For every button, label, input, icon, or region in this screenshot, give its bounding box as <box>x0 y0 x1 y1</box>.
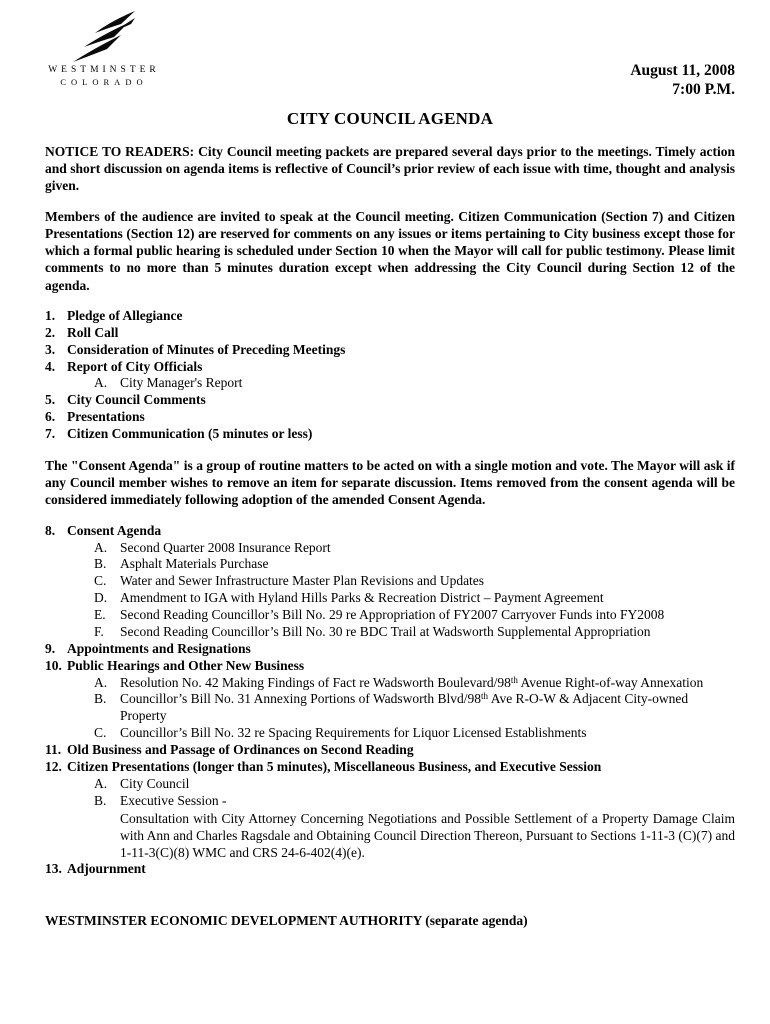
item-number: 7. <box>45 426 56 442</box>
item-number: 4. <box>45 358 56 374</box>
weda-footer: WESTMINSTER ECONOMIC DEVELOPMENT AUTHORITY (separate agenda) <box>45 913 528 929</box>
ordinal-superscript: th <box>481 691 489 702</box>
item-label: Citizen Presentations (longer than 5 minutes), Miscellaneous Business, and Executive Session <box>67 758 602 774</box>
agenda-item-2 <box>45 325 735 342</box>
agenda-item-6 <box>45 409 735 426</box>
executive-session-detail: Consultation with City Attorney Concerning Negotiations and Possible Settlement of a Property Damage Claim with Ann and Charles Ragsdale and Obtaining Council Direction Thereon, Pursuant to Sections 1-11-3 (C)(7) and 1-11-3(C)(8) WMC and CRS 24-6-402(4)(e). <box>120 810 735 860</box>
agenda-item-3 <box>45 342 735 359</box>
logo-text-westminster: WESTMINSTER <box>48 65 160 75</box>
subitem-letter: F. <box>94 623 104 639</box>
subitem-text: Second Reading Councillor’s Bill No. 29 re Appropriation of FY2007 Carryover Funds into FY2008 <box>120 607 665 623</box>
agenda-item-12 <box>45 759 735 776</box>
item-number: 12. <box>45 758 62 774</box>
item-label: Pledge of Allegiance <box>67 307 183 323</box>
agenda-subitem-8e <box>45 607 735 624</box>
subitem-letter: B. <box>94 556 107 572</box>
item-label: Consideration of Minutes of Preceding Meetings <box>67 341 346 357</box>
agenda-subitem-4a <box>45 375 735 392</box>
subitem-letter: A. <box>94 375 108 391</box>
subitem-text <box>120 675 735 692</box>
logo-text-colorado: COLORADO <box>60 77 148 87</box>
item-label: Roll Call <box>67 324 119 340</box>
agenda-subitem-12a <box>45 776 735 793</box>
meeting-date: August 11, 2008 <box>630 62 735 79</box>
subitem-letter: C. <box>94 725 107 741</box>
subitem-letter: E. <box>94 607 106 623</box>
subitem-text: Asphalt Materials Purchase <box>120 556 269 572</box>
meeting-time: 7:00 P.M. <box>672 80 735 98</box>
subitem-text: City Council <box>120 775 190 791</box>
notice-to-readers-paragraph: NOTICE TO READERS: City Council meeting packets are prepared several days prior to the meetings. Timely action and short discussion on agenda items is reflective of Council’s prior review of each issue with time, thought and analysis given. <box>45 143 735 194</box>
subitem-text-pre: Councillor’s Bill No. 31 Annexing Portions of Wadsworth Blvd/98 <box>120 691 482 707</box>
subitem-letter: C. <box>94 573 107 589</box>
subitem-letter: B. <box>94 691 107 707</box>
agenda-subitem-8d <box>45 590 735 607</box>
subitem-text-pre: Resolution No. 42 Making Findings of Fact re Wadsworth Boulevard/98 <box>120 674 511 690</box>
subitem-text: Second Reading Councillor’s Bill No. 30 re BDC Trail at Wadsworth Supplemental Appropriation <box>120 623 651 639</box>
agenda-subitem-10a <box>45 675 735 692</box>
subitem-text: Executive Session - <box>120 792 227 808</box>
item-number: 11. <box>45 742 62 758</box>
item-number: 3. <box>45 341 56 357</box>
subitem-text: Councillor’s Bill No. 32 re Spacing Requirements for Liquor Licensed Establishments <box>120 725 587 741</box>
subitem-letter: A. <box>94 674 108 690</box>
subitem-letter: B. <box>94 792 107 808</box>
item-number: 9. <box>45 640 56 656</box>
item-number: 2. <box>45 324 56 340</box>
agenda-item-5 <box>45 392 735 409</box>
agenda-subitem-10b <box>45 691 735 725</box>
agenda-item-11 <box>45 742 735 759</box>
agenda-subitem-12b <box>45 793 735 810</box>
agenda-item-8 <box>45 523 735 540</box>
agenda-list-part2 <box>45 523 735 878</box>
subitem-letter: A. <box>94 775 108 791</box>
subitem-text-post: Ave R-O-W & Adjacent City-owned Property <box>120 691 689 724</box>
westminster-birds-logo-icon <box>69 10 139 62</box>
subitem-text: Water and Sewer Infrastructure Master Plan Revisions and Updates <box>120 573 485 589</box>
item-label: Report of City Officials <box>67 358 203 374</box>
item-label: Consent Agenda <box>67 522 162 538</box>
agenda-item-10 <box>45 658 735 675</box>
document-header <box>45 10 735 100</box>
item-number: 8. <box>45 522 56 538</box>
city-logo <box>45 10 163 87</box>
agenda-subitem-10c <box>45 725 735 742</box>
item-label: City Council Comments <box>67 392 206 408</box>
agenda-item-4 <box>45 359 735 376</box>
page-title: CITY COUNCIL AGENDA <box>286 108 494 128</box>
item-number: 1. <box>45 307 56 323</box>
agenda-subitem-8c <box>45 573 735 590</box>
agenda-item-13 <box>45 861 735 878</box>
agenda-item-7 <box>45 426 735 443</box>
item-number: 10. <box>45 657 62 673</box>
item-label: Old Business and Passage of Ordinances on Second Reading <box>67 742 414 758</box>
agenda-list-part1 <box>45 308 735 443</box>
agenda-subitem-8b <box>45 556 735 573</box>
subitem-letter: A. <box>94 539 108 555</box>
item-label: Presentations <box>67 409 145 425</box>
subitem-text-post: Avenue Right-of-way Annexation <box>517 674 704 690</box>
subitem-text: City Manager's Report <box>120 375 243 391</box>
agenda-item-1 <box>45 308 735 325</box>
agenda-item-9 <box>45 641 735 658</box>
item-label: Citizen Communication (5 minutes or less) <box>67 426 313 442</box>
item-label: Public Hearings and Other New Business <box>67 657 305 673</box>
meeting-datetime <box>630 62 735 100</box>
item-number: 6. <box>45 409 56 425</box>
subitem-text: Second Quarter 2008 Insurance Report <box>120 539 331 555</box>
subitem-text <box>120 691 735 725</box>
audience-instructions-paragraph: Members of the audience are invited to speak at the Council meeting. Citizen Communication (Section 7) and Citizen Presentations (Section 12) are reserved for comments on any issues or items pertaining to City business except those for which a formal public hearing is scheduled under Section 10 when the Mayor will call for public testimony. Please limit comments to no more than 5 minutes duration except when addressing the City Council during Section 12 of the agenda. <box>45 208 735 293</box>
subitem-letter: D. <box>94 590 108 606</box>
item-number: 13. <box>45 860 62 876</box>
item-number: 5. <box>45 392 56 408</box>
agenda-subitem-8f <box>45 624 735 641</box>
item-label: Adjournment <box>67 860 146 876</box>
subitem-text: Amendment to IGA with Hyland Hills Parks & Recreation District – Payment Agreement <box>120 590 604 606</box>
ordinal-superscript: th <box>510 674 518 685</box>
consent-agenda-paragraph: The "Consent Agenda" is a group of routine matters to be acted on with a single motion and vote. The Mayor will ask if any Council member wishes to remove an item for separate discussion. Items removed from the consent agenda will be considered immediately following adoption of the amended Consent Agenda. <box>45 457 735 508</box>
agenda-subitem-8a <box>45 540 735 557</box>
item-label: Appointments and Resignations <box>67 640 251 656</box>
